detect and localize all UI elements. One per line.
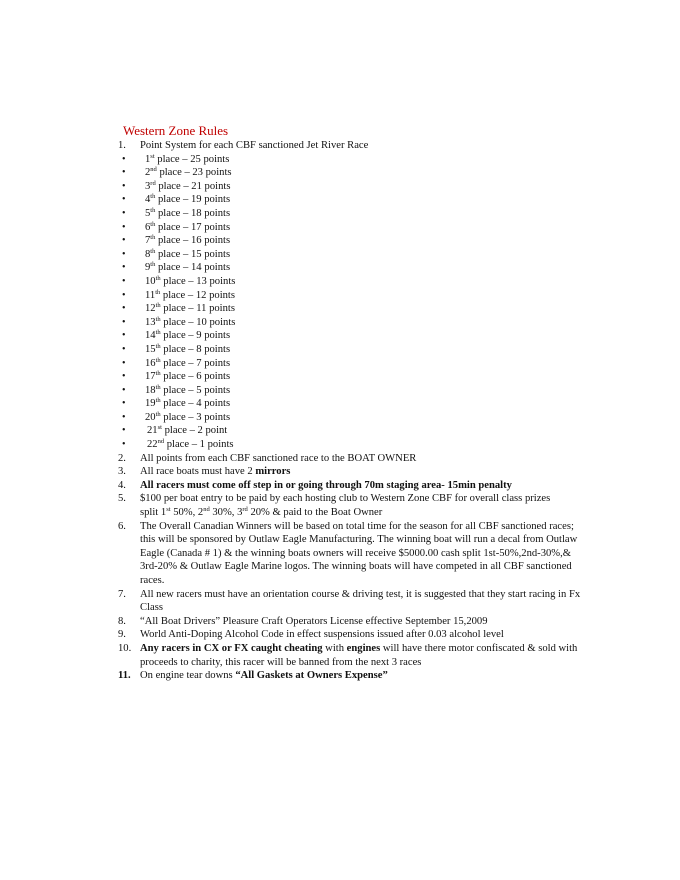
ordinal-suffix: th xyxy=(155,274,161,282)
place-points-text xyxy=(145,397,230,411)
points-value: place – 3 points xyxy=(160,411,231,423)
ordinal-suffix: th xyxy=(155,288,161,296)
bullet-icon: • xyxy=(122,316,126,328)
ordinal-suffix: th xyxy=(155,383,161,391)
points-list-item xyxy=(118,207,588,221)
bullet-icon: • xyxy=(122,439,126,451)
place-points-text xyxy=(145,234,230,248)
rule-8 xyxy=(118,615,588,629)
split-second: 50%, 2 xyxy=(170,507,204,519)
rule-number: 8. xyxy=(118,615,126,627)
rule-text-bold: Any racers in CX or FX caught cheating xyxy=(140,642,323,654)
points-value: place – 18 points xyxy=(155,207,231,219)
points-list-item xyxy=(118,234,588,248)
place-number: 11 xyxy=(145,289,156,301)
points-value: place – 14 points xyxy=(155,262,231,274)
bullet-icon: • xyxy=(122,343,126,355)
points-value: place – 9 points xyxy=(160,330,231,342)
rule-number: 1. xyxy=(118,140,126,151)
ordinal-suffix: th xyxy=(155,410,161,418)
ordinal-suffix: rd xyxy=(242,506,248,514)
ordinal-suffix: st xyxy=(166,506,171,514)
ordinal-suffix: nd xyxy=(203,506,210,514)
rule-text xyxy=(140,643,577,668)
place-number: 18 xyxy=(145,384,156,396)
bullet-icon: • xyxy=(122,235,126,247)
place-number: 17 xyxy=(145,371,156,383)
split-first: split 1 xyxy=(140,507,167,519)
bullet-icon: • xyxy=(122,330,126,342)
place-points-text xyxy=(145,316,235,330)
rule-10 xyxy=(118,642,588,669)
bullet-icon: • xyxy=(122,207,126,219)
points-value: place – 19 points xyxy=(155,194,231,206)
place-points-text xyxy=(145,153,229,167)
place-number: 8 xyxy=(145,248,151,260)
points-list-item xyxy=(118,343,588,357)
points-list-item xyxy=(118,289,588,303)
document-title: Western Zone Rules xyxy=(123,123,229,138)
points-list-item xyxy=(118,302,588,316)
points-list-item xyxy=(118,180,588,194)
bullet-icon: • xyxy=(122,425,126,437)
place-points-text xyxy=(147,438,234,452)
ordinal-suffix: th xyxy=(155,315,161,323)
place-number: 6 xyxy=(145,221,151,233)
points-list-item xyxy=(118,411,588,425)
place-points-text xyxy=(145,411,230,425)
points-list-item xyxy=(118,357,588,371)
ordinal-suffix: th xyxy=(155,302,161,310)
ordinal-suffix: rd xyxy=(150,179,156,187)
place-number: 5 xyxy=(145,207,151,219)
place-points-text xyxy=(145,370,230,384)
split-third: 30%, 3 xyxy=(209,507,243,519)
rule-text: World Anti-Doping Alcohol Code in effect suspensions issued after 0.03 alcohol level xyxy=(140,629,504,641)
place-points-text xyxy=(145,221,230,235)
place-points-text xyxy=(145,180,230,194)
points-list-item xyxy=(118,248,588,262)
place-number: 21 xyxy=(147,425,158,437)
place-number: 10 xyxy=(145,275,156,287)
points-value: place – 1 points xyxy=(164,439,234,451)
ordinal-suffix: th xyxy=(155,342,161,350)
place-number: 12 xyxy=(145,303,156,315)
ordinal-suffix: th xyxy=(155,356,161,364)
points-value: place – 21 points xyxy=(155,180,231,192)
points-list-item xyxy=(118,424,588,438)
bullet-icon: • xyxy=(122,167,126,179)
rule-text-bold: All racers must come off step in or going through 70m staging area- 15min penalty xyxy=(140,479,512,491)
place-points-text xyxy=(145,261,230,275)
points-value: place – 5 points xyxy=(160,384,231,396)
points-value: place – 17 points xyxy=(155,221,231,233)
place-points-text xyxy=(145,248,230,262)
bullet-icon: • xyxy=(122,384,126,396)
points-list-item xyxy=(118,193,588,207)
points-value: place – 13 points xyxy=(160,275,236,287)
points-value: place – 2 point xyxy=(161,425,228,437)
bullet-icon: • xyxy=(122,411,126,423)
rule-5 xyxy=(118,492,588,519)
rule-number: 10. xyxy=(118,642,132,654)
place-number: 13 xyxy=(145,316,156,328)
rule-text-plain: On engine tear downs xyxy=(140,670,236,682)
ordinal-suffix: th xyxy=(155,370,161,378)
rule-number: 5. xyxy=(118,493,126,505)
bullet-icon: • xyxy=(122,194,126,206)
place-number: 1 xyxy=(145,153,151,165)
place-points-text xyxy=(145,289,235,303)
place-number: 3 xyxy=(145,180,151,192)
place-points-text xyxy=(145,166,232,180)
rule-text-bold: “All Gaskets at Owners Expense” xyxy=(235,670,388,682)
rule-text-line: $100 per boat entry to be paid by each hosting club to Western Zone CBF for overall class prizes xyxy=(140,493,551,505)
ordinal-suffix: th xyxy=(150,247,156,255)
rule-11 xyxy=(118,669,588,683)
rule-text xyxy=(140,670,388,681)
ordinal-suffix: th xyxy=(155,329,161,337)
rule-9 xyxy=(118,628,588,642)
points-list-item xyxy=(118,370,588,384)
ordinal-suffix: th xyxy=(150,193,156,201)
bullet-icon: • xyxy=(122,262,126,274)
points-list-item xyxy=(118,153,588,167)
rule-text: Point System for each CBF sanctioned Jet River Race xyxy=(140,140,369,151)
rule-number: 4. xyxy=(118,479,126,491)
bullet-icon: • xyxy=(122,371,126,383)
ordinal-suffix: st xyxy=(157,424,162,432)
rule-text: All points from each CBF sanctioned race to the BOAT OWNER xyxy=(140,452,417,464)
rule-text: The Overall Canadian Winners will be based on total time for the season for all CBF sanctioned races; this will be sponsored by Outlaw Eagle Manufacturing. The winning boat will run a decal from Outlaw Eagle (Canada # 1) & the winning boats owners will receive $5000.00 cash split 1st-50%,2nd-30%,& 3rd-20% & Outlaw Eagle Marine logos. The winning boats will have competed in all CBF sanctioned races. xyxy=(140,520,578,586)
points-list xyxy=(118,153,588,452)
rule-text-plain: All race boats must have 2 xyxy=(140,466,256,478)
rule-text xyxy=(140,493,550,518)
rule-7 xyxy=(118,588,588,615)
place-number: 19 xyxy=(145,398,156,410)
rule-1 xyxy=(118,139,588,153)
points-value: place – 11 points xyxy=(160,303,235,315)
rule-text: “All Boat Drivers” Pleasure Craft Operators License effective September 15,2009 xyxy=(140,615,488,627)
rule-number: 2. xyxy=(118,452,126,464)
ordinal-suffix: th xyxy=(150,206,156,214)
bullet-icon: • xyxy=(122,180,126,192)
points-list-item xyxy=(118,275,588,289)
bullet-icon: • xyxy=(122,289,126,301)
points-value: place – 6 points xyxy=(160,371,231,383)
points-value: place – 8 points xyxy=(160,343,231,355)
rule-text-plain: with xyxy=(322,642,347,654)
place-points-text xyxy=(145,343,230,357)
rule-number: 11. xyxy=(118,670,131,682)
rule-text-bold: mirrors xyxy=(255,466,291,478)
points-list-item xyxy=(118,316,588,330)
points-value: place – 4 points xyxy=(160,398,231,410)
points-value: place – 7 points xyxy=(160,357,231,369)
ordinal-suffix: th xyxy=(150,261,156,269)
place-number: 16 xyxy=(145,357,156,369)
ordinal-suffix: nd xyxy=(157,438,165,446)
points-list-item xyxy=(118,397,588,411)
place-points-text xyxy=(145,329,230,343)
place-number: 22 xyxy=(147,439,158,451)
ordinal-suffix: th xyxy=(150,220,156,228)
points-value: place – 15 points xyxy=(155,248,231,260)
place-number: 4 xyxy=(145,194,151,206)
place-number: 15 xyxy=(145,343,156,355)
place-number: 7 xyxy=(145,235,151,247)
bullet-icon: • xyxy=(122,275,126,287)
place-points-text xyxy=(145,207,230,221)
place-points-text xyxy=(145,302,235,316)
points-value: place – 25 points xyxy=(154,153,230,165)
rule-number: 3. xyxy=(118,466,126,478)
points-value: place – 23 points xyxy=(156,167,232,179)
points-value: place – 10 points xyxy=(160,316,236,328)
place-points-text xyxy=(145,193,230,207)
place-number: 20 xyxy=(145,411,156,423)
points-value: place – 12 points xyxy=(160,289,235,301)
place-points-text xyxy=(145,357,230,371)
rule-4 xyxy=(118,479,588,493)
points-list-item xyxy=(118,166,588,180)
ordinal-suffix: th xyxy=(150,234,156,242)
ordinal-suffix: th xyxy=(155,397,161,405)
rule-2 xyxy=(118,452,588,466)
rule-number: 9. xyxy=(118,629,126,641)
bullet-icon: • xyxy=(122,248,126,260)
points-list-item xyxy=(118,329,588,343)
rule-number: 7. xyxy=(118,588,126,600)
bullet-icon: • xyxy=(122,398,126,410)
points-value: place – 16 points xyxy=(155,235,231,247)
points-list-item xyxy=(118,221,588,235)
place-number: 9 xyxy=(145,262,151,274)
rule-text xyxy=(140,466,290,477)
split-end: 20% & paid to the Boat Owner xyxy=(247,507,383,519)
bullet-icon: • xyxy=(122,357,126,369)
ordinal-suffix: nd xyxy=(150,166,157,174)
place-number: 14 xyxy=(145,330,156,342)
place-number: 2 xyxy=(145,167,151,179)
points-list-item xyxy=(118,438,588,452)
rule-text-plain: will have there motor confiscated & sold with proceeds to charity, this racer will be banned from the next 3 races xyxy=(140,642,578,668)
place-points-text xyxy=(147,424,227,438)
ordinal-suffix: st xyxy=(150,152,155,160)
bullet-icon: • xyxy=(122,303,126,315)
rules-list xyxy=(118,139,588,683)
rule-6 xyxy=(118,520,588,588)
place-points-text xyxy=(145,275,235,289)
rule-number: 6. xyxy=(118,520,126,532)
points-list-item xyxy=(118,384,588,398)
bullet-icon: • xyxy=(122,153,126,165)
rule-3 xyxy=(118,465,588,479)
rule-text: All new racers must have an orientation course & driving test, it is suggested that they start racing in Fx Class xyxy=(140,588,581,614)
place-points-text xyxy=(145,384,230,398)
points-list-item xyxy=(118,261,588,275)
rule-text-bold: engines xyxy=(346,642,381,654)
bullet-icon: • xyxy=(122,221,126,233)
